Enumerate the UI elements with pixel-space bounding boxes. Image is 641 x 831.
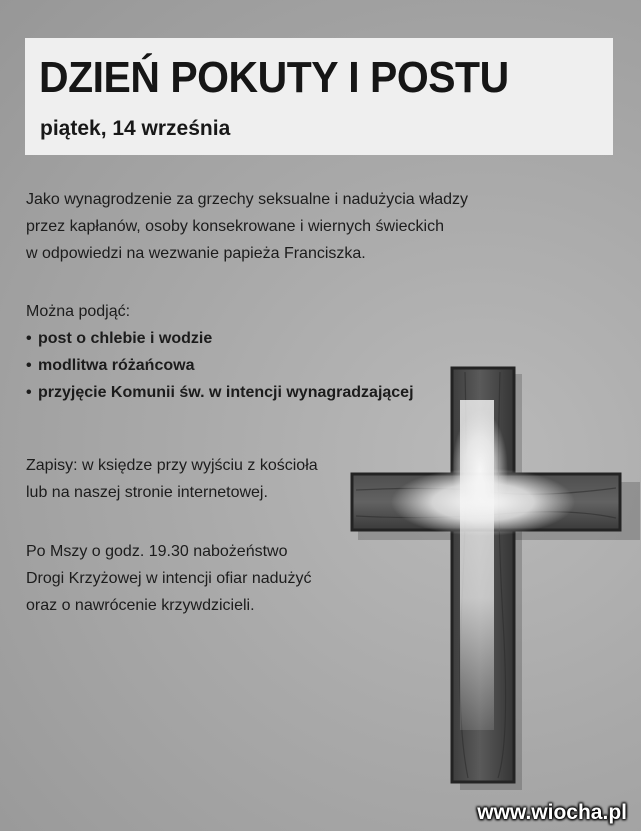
intro-paragraph	[26, 186, 468, 267]
intro-line: w odpowiedzi na wezwanie papieża Franciszka.	[26, 245, 366, 262]
options-heading: Można podjąć:	[26, 303, 131, 320]
mass-line: Po Mszy o godz. 19.30 nabożeństwo	[26, 543, 288, 560]
list-item: • modlitwa różańcowa	[26, 352, 414, 379]
signup-paragraph	[26, 452, 318, 506]
signup-line: Zapisy: w księdze przy wyjściu z kościoła	[26, 457, 318, 474]
wooden-cross-icon	[340, 360, 640, 790]
watermark: www.wiocha.pl	[477, 801, 627, 824]
page-title: DZIEŃ POKUTY I POSTU	[39, 53, 509, 102]
event-date: piątek, 14 września	[40, 117, 231, 140]
intro-line: przez kapłanów, osoby konsekrowane i wiernych świeckich	[26, 218, 444, 235]
title-banner	[25, 38, 613, 155]
intro-line: Jako wynagrodzenie za grzechy seksualne i nadużycia władzy	[26, 191, 469, 208]
mass-line: Drogi Krzyżowej w intencji ofiar nadużyć	[26, 570, 312, 587]
mass-paragraph	[26, 538, 311, 619]
mass-line: oraz o nawrócenie krzywdzicieli.	[26, 597, 255, 614]
list-item: • post o chlebie i wodzie	[26, 325, 414, 352]
signup-line: lub na naszej stronie internetowej.	[26, 484, 268, 501]
list-item: • przyjęcie Komunii św. w intencji wynagradzającej	[26, 379, 414, 406]
